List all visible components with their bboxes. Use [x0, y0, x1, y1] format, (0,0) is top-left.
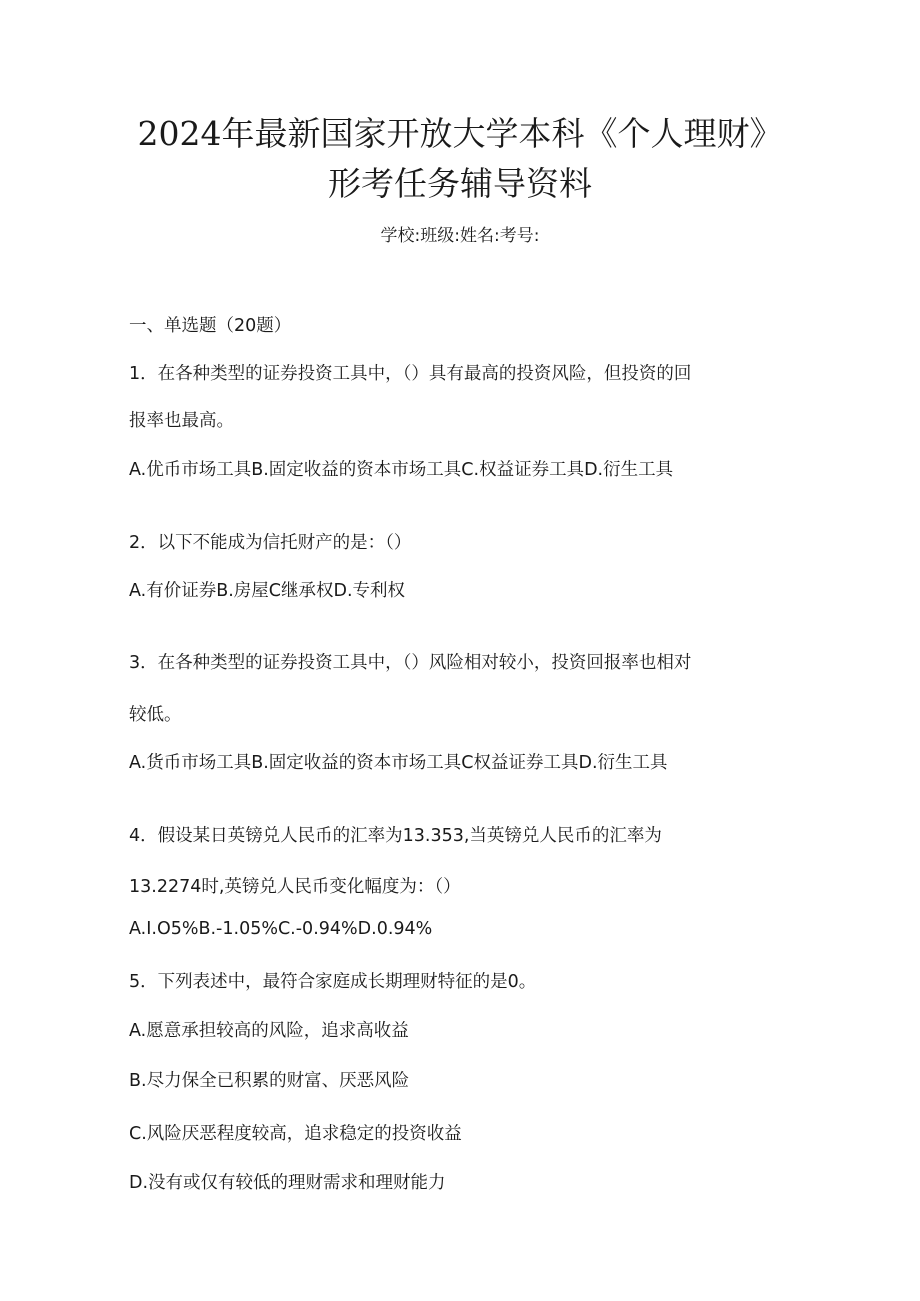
question-4-stem-continued: 13.2274时,英镑兑人民币变化幅度为：（） [129, 877, 461, 897]
question-4-stem: 4．假设某日英镑兑人民币的汇率为13.353,当英镑兑人民币的汇率为 [129, 826, 662, 846]
question-5-stem: 5．下列表述中，最符合家庭成长期理财特征的是0。 [129, 972, 537, 992]
question-3-stem-continued: 较低。 [129, 705, 182, 725]
question-1-stem-continued: 报率也最高。 [129, 411, 234, 431]
question-5-option-a: A.愿意承担较高的风险，追求高收益 [129, 1021, 409, 1041]
question-5-option-d: D.没有或仅有较低的理财需求和理财能力 [129, 1173, 446, 1193]
question-1-stem: 1．在各种类型的证券投资工具中，（）具有最高的投资风险，但投资的回 [129, 364, 692, 384]
question-4-options: A.I.O5%B.-1.05%C.-0.94%D.0.94% [129, 919, 433, 939]
document-title-line-1: 2024年最新国家开放大学本科《个人理财》 [137, 114, 783, 153]
section-heading: 一、单选题（20题） [129, 316, 292, 336]
question-2-options: A.有价证券B.房屋C继承权D.专利权 [129, 581, 406, 601]
question-5-option-c: C.风险厌恶程度较高，追求稳定的投资收益 [129, 1124, 462, 1144]
question-3-stem: 3．在各种类型的证券投资工具中，（）风险相对较小，投资回报率也相对 [129, 653, 692, 673]
question-5-option-b: B.尽力保全已积累的财富、厌恶风险 [129, 1071, 410, 1091]
question-1-options: A.优币市场工具B.固定收益的资本市场工具C.权益证券工具D.衍生工具 [129, 460, 674, 480]
question-3-options: A.货币市场工具B.固定收益的资本市场工具C权益证券工具D.衍生工具 [129, 753, 668, 773]
document-title-line-2: 形考任务辅导资料 [328, 164, 592, 203]
student-info-line: 学校:班级:姓名:考号: [380, 226, 540, 246]
question-2-stem: 2．以下不能成为信托财产的是：（） [129, 533, 412, 553]
